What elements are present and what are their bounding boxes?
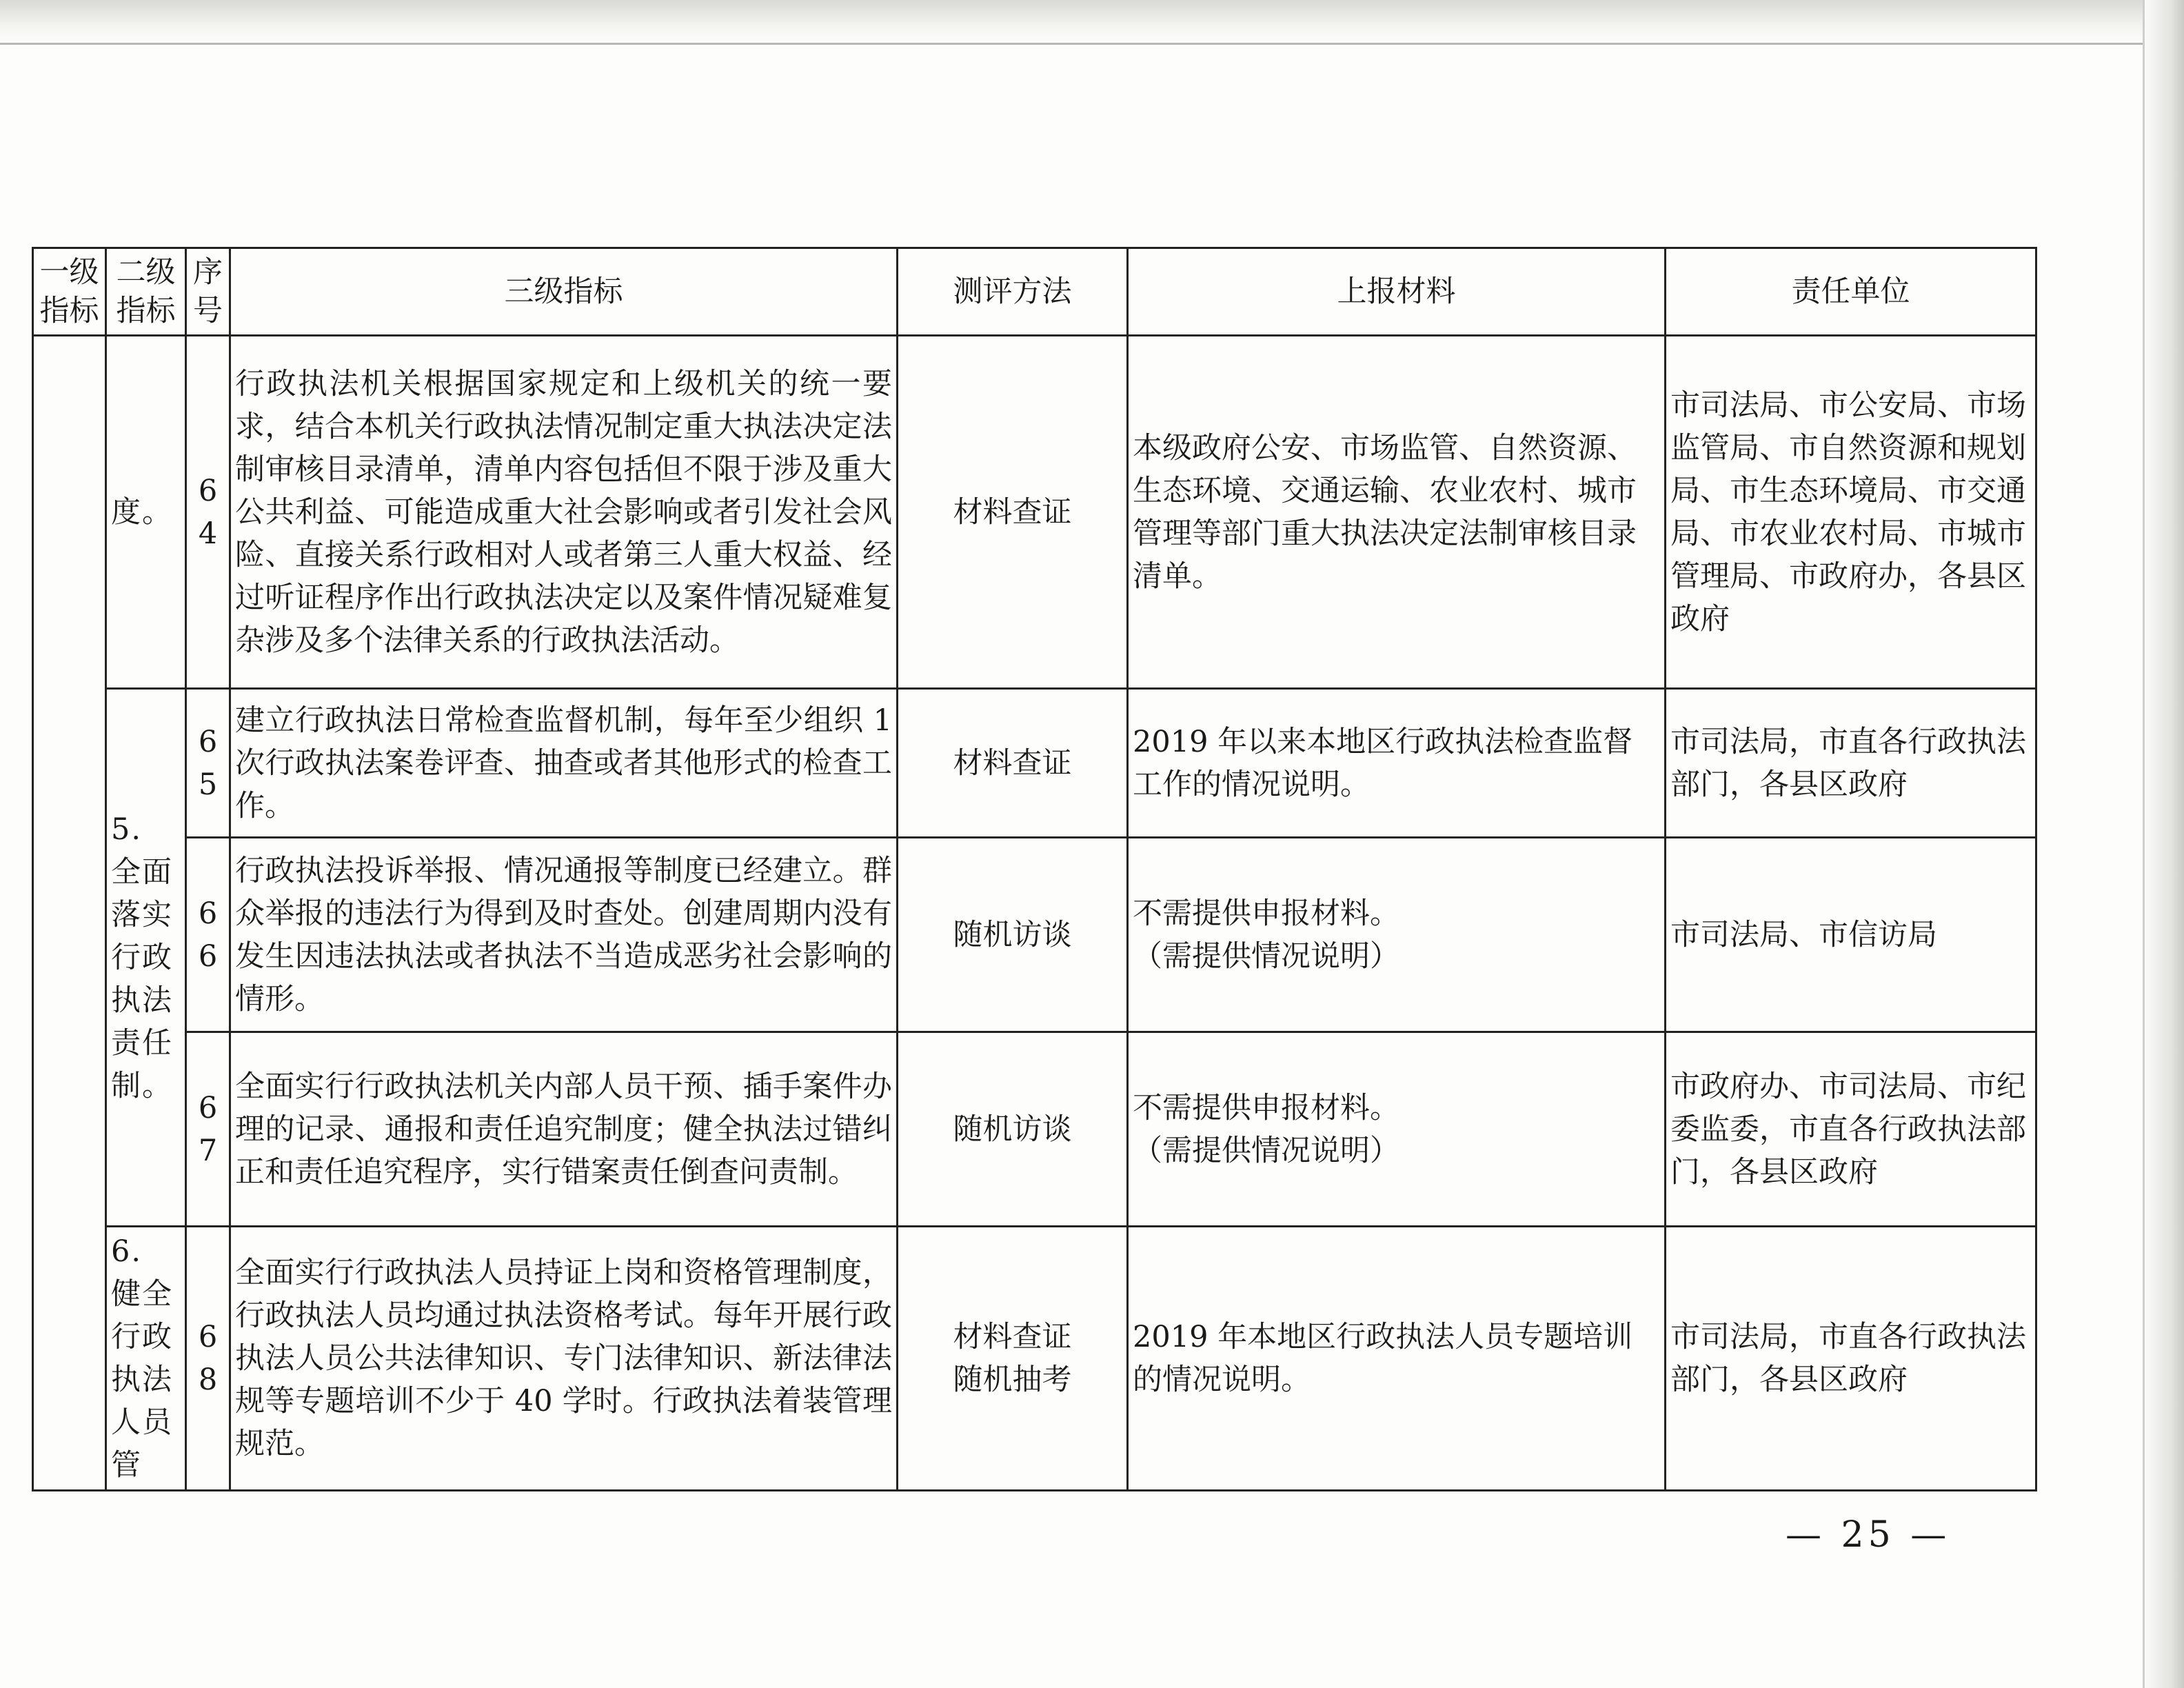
table-row — [33, 689, 2036, 838]
row-number: 68 — [186, 1227, 230, 1491]
material-line: 不需提供申报材料。 — [1133, 896, 1399, 931]
unit-text: 市司法局，市直各行政执法部门，各县区政府 — [1666, 689, 2036, 838]
level3-text: 行政执法机关根据国家规定和上级机关的统一要求，结合本机关行政执法情况制定重大执法决定法制审核目录清单，清单内容包括但不限于涉及重大公共利益、可能造成重大社会影响或者引发社会风险、直接关系行政相对人或者第三人重大权益、经过听证程序作出行政执法决定以及案件情况疑难复杂涉及多个法律关系的行政执法活动。 — [230, 336, 898, 689]
level2-cell-5: 5. 全面落实行政执法责任制。 — [106, 689, 186, 1227]
header-unit: 责任单位 — [1666, 248, 2036, 336]
material-cell — [1128, 1032, 1666, 1227]
indicator-table — [32, 247, 2037, 1491]
table-row — [33, 1227, 2036, 1491]
row-number: 67 — [186, 1032, 230, 1227]
material-line: 不需提供申报材料。 — [1133, 1090, 1399, 1125]
level3-text: 建立行政执法日常检查监督机制，每年至少组织 1 次行政执法案卷评查、抽查或者其他形式的检查工作。 — [230, 689, 898, 838]
row-number: 66 — [186, 838, 230, 1032]
header-method: 测评方法 — [898, 248, 1128, 336]
level3-text: 全面实行行政执法机关内部人员干预、插手案件办理的记录、通报和责任追究制度；健全执法过错纠正和责任追究程序，实行错案责任倒查问责制。 — [230, 1032, 898, 1227]
table-row — [33, 838, 2036, 1032]
method-line: 材料查证 — [953, 1320, 1072, 1354]
level2-cell-6: 6. 健全行政执法人员管 — [106, 1227, 186, 1491]
header-num: 序号 — [186, 248, 230, 336]
material-text: 2019 年以来本地区行政执法检查监督工作的情况说明。 — [1128, 689, 1666, 838]
material-text: 本级政府公安、市场监管、自然资源、生态环境、交通运输、农业农村、城市管理等部门重大执法决定法制审核目录清单。 — [1128, 336, 1666, 689]
method-cell — [898, 1227, 1128, 1491]
row-number: 64 — [186, 336, 230, 689]
level1-cell — [33, 336, 106, 1491]
page-number: — 25 — — [1786, 1514, 1951, 1556]
method-text: 材料查证 — [898, 336, 1128, 689]
method-text: 材料查证 — [898, 689, 1128, 838]
material-note: （需提供情况说明） — [1133, 1133, 1399, 1168]
level2-cell-prev: 度。 — [106, 336, 186, 689]
scan-top-edge — [0, 0, 2184, 44]
scan-right-edge — [2143, 0, 2184, 1688]
level3-text: 全面实行行政执法人员持证上岗和资格管理制度，行政执法人员均通过执法资格考试。每年开展行政执法人员公共法律知识、专门法律知识、新法律法规等专题培训不少于 40 学时。行政执法着装管理规范。 — [230, 1227, 898, 1491]
table-row — [33, 1032, 2036, 1227]
unit-text: 市司法局、市信访局 — [1666, 838, 2036, 1032]
unit-text: 市政府办、市司法局、市纪委监委，市直各行政执法部门，各县区政府 — [1666, 1032, 2036, 1227]
row-number: 65 — [186, 689, 230, 838]
header-level1: 一级指标 — [33, 248, 106, 336]
header-level2: 二级指标 — [106, 248, 186, 336]
material-note: （需提供情况说明） — [1133, 938, 1399, 974]
scan-right-line — [2143, 0, 2145, 1688]
unit-text: 市司法局，市直各行政执法部门，各县区政府 — [1666, 1227, 2036, 1491]
unit-text: 市司法局、市公安局、市场监管局、市自然资源和规划局、市生态环境局、市交通局、市农业农村局、市城市管理局、市政府办，各县区政府 — [1666, 336, 2036, 689]
material-cell — [1128, 838, 1666, 1032]
method-line: 随机抽考 — [953, 1363, 1072, 1397]
method-text: 随机访谈 — [898, 1032, 1128, 1227]
table-header-row — [33, 248, 2036, 336]
method-text: 随机访谈 — [898, 838, 1128, 1032]
header-level3: 三级指标 — [230, 248, 898, 336]
material-text: 2019 年本地区行政执法人员专题培训的情况说明。 — [1128, 1227, 1666, 1491]
level3-text: 行政执法投诉举报、情况通报等制度已经建立。群众举报的违法行为得到及时查处。创建周期内没有发生因违法执法或者执法不当造成恶劣社会影响的情形。 — [230, 838, 898, 1032]
table-row — [33, 336, 2036, 689]
scan-top-line — [0, 43, 2184, 45]
header-material: 上报材料 — [1128, 248, 1666, 336]
